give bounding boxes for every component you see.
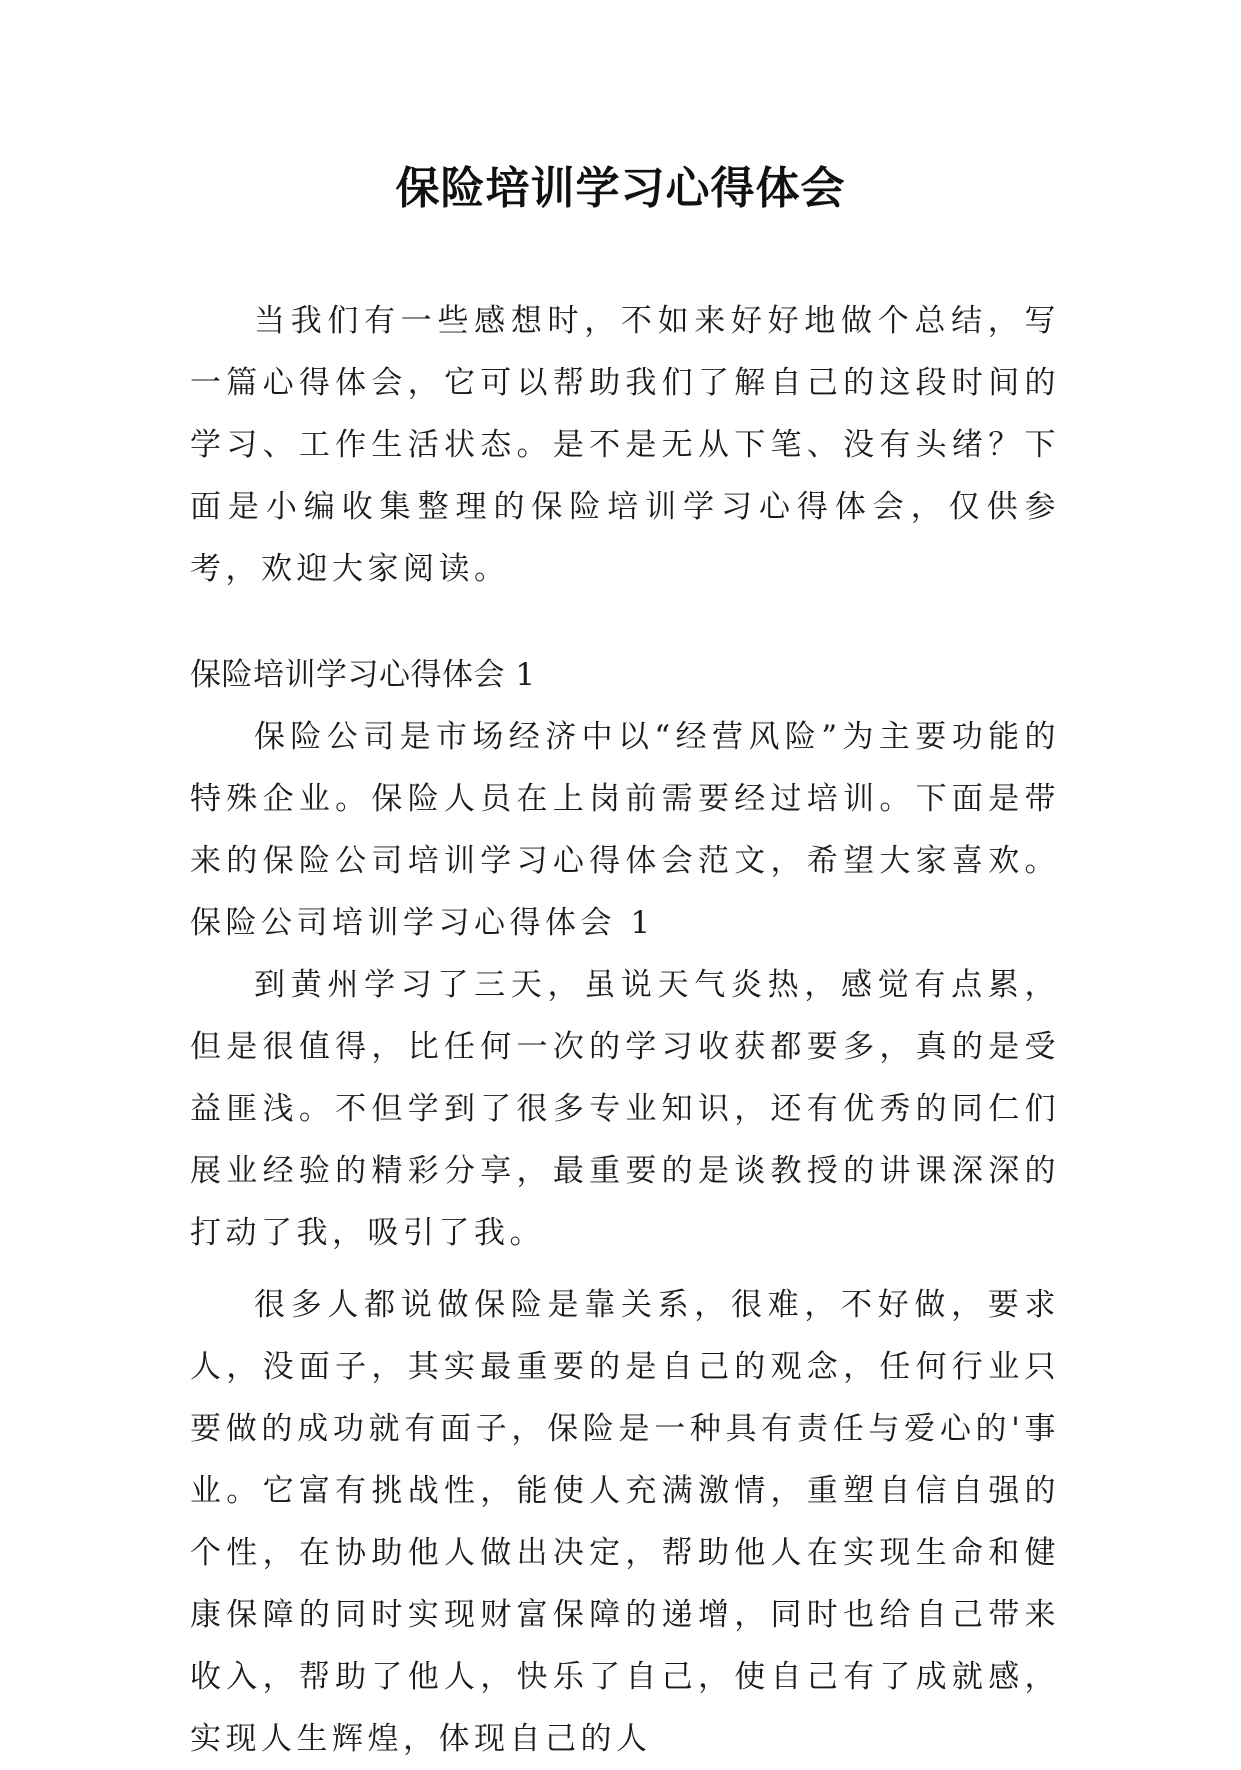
body-paragraph: 很多人都说做保险是靠关系，很难，不好做，要求人，没面子，其实最重要的是自己的观念，任何行业只要做的成功就有面子，保险是一种具有责任与爱心的'事业。它富有挑战性，能使人充满激情，重塑自信自强的个性，在协助他人做出决定，帮助他人在实现生命和健康保障的同时实现财富保障的递增，同时也给自己带来收入，帮助了他人，快乐了自己，使自己有了成就感，实现人生辉煌，体现自己的人 (190, 1287, 1060, 1757)
body-paragraph: 到黄州学习了三天，虽说天气炎热，感觉有点累，但是很值得，比任何一次的学习收获都要多，真的是受益匪浅。不但学到了很多专业知识，还有优秀的同仁们展业经验的精彩分享，最重要的是谈教授的讲课深深的打动了我，吸引了我。 (190, 967, 1060, 1251)
document-body (190, 290, 1060, 1770)
section-heading: 保险培训学习心得体会 1 (190, 657, 536, 693)
body-paragraph: 保险公司是市场经济中以“经营风险”为主要功能的特殊企业。保险人员在上岗前需要经过培训。下面是带来的保险公司培训学习心得体会范文，希望大家喜欢。保险公司培训学习心得体会 1 (190, 719, 1060, 941)
intro-paragraph: 当我们有一些感想时，不如来好好地做个总结，写一篇心得体会，它可以帮助我们了解自己的这段时间的学习、工作生活状态。是不是无从下笔、没有头绪？下面是小编收集整理的保险培训学习心得体会，仅供参考，欢迎大家阅读。 (190, 303, 1060, 587)
document-title: 保险培训学习心得体会 (395, 163, 846, 214)
